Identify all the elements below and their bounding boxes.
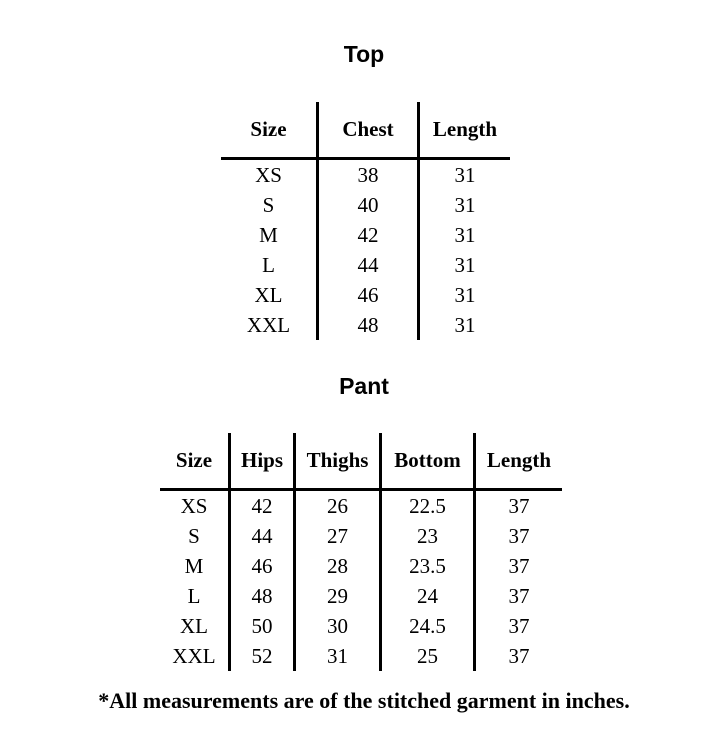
column-header-hips: Hips [230, 433, 295, 490]
cell-size: XXL [172, 644, 216, 668]
column-header-thighs: Thighs [295, 433, 381, 490]
cell-size: XL [180, 614, 208, 638]
table-row [160, 611, 562, 641]
top-size-table [221, 102, 510, 340]
cell-size: S [262, 193, 275, 217]
cell-hips: 44 [230, 521, 295, 551]
cell-size: XL [254, 283, 283, 307]
table-row [160, 551, 562, 581]
table-row [160, 490, 562, 522]
cell-thighs: 28 [295, 551, 381, 581]
cell-bottom: 22.5 [381, 490, 475, 522]
cell-length: 31 [419, 159, 511, 191]
pant-size-table [160, 433, 562, 671]
table-row [221, 190, 510, 220]
column-header-bottom: Bottom [381, 433, 475, 490]
cell-thighs: 29 [295, 581, 381, 611]
table-row [221, 310, 510, 340]
pant-section-title: Pant [339, 373, 389, 399]
cell-thighs: 27 [295, 521, 381, 551]
cell-length: 31 [419, 250, 511, 280]
cell-chest: 40 [318, 190, 419, 220]
cell-length: 37 [475, 490, 563, 522]
column-header-size: Size [221, 102, 318, 159]
cell-thighs: 30 [295, 611, 381, 641]
column-header-chest: Chest [318, 102, 419, 159]
cell-size: M [259, 223, 278, 247]
cell-chest: 42 [318, 220, 419, 250]
measurement-footnote: *All measurements are of the stitched garment in inches. [98, 688, 630, 713]
cell-bottom: 25 [381, 641, 475, 671]
cell-chest: 38 [318, 159, 419, 191]
cell-size: XS [255, 163, 282, 187]
table-row [221, 250, 510, 280]
table-row [160, 581, 562, 611]
table-row [221, 220, 510, 250]
cell-length: 31 [419, 220, 511, 250]
cell-chest: 48 [318, 310, 419, 340]
cell-hips: 46 [230, 551, 295, 581]
table-header-row [221, 102, 510, 159]
column-header-size: Size [160, 433, 230, 490]
cell-hips: 48 [230, 581, 295, 611]
cell-bottom: 23.5 [381, 551, 475, 581]
cell-hips: 42 [230, 490, 295, 522]
cell-size: S [188, 524, 200, 548]
table-header-row [160, 433, 562, 490]
cell-length: 31 [419, 190, 511, 220]
column-header-length: Length [475, 433, 563, 490]
cell-hips: 52 [230, 641, 295, 671]
top-section-title: Top [343, 41, 385, 67]
cell-length: 31 [419, 310, 511, 340]
cell-length: 37 [475, 521, 563, 551]
cell-length: 37 [475, 641, 563, 671]
cell-size: XS [180, 494, 208, 518]
cell-length: 37 [475, 611, 563, 641]
cell-chest: 46 [318, 280, 419, 310]
cell-thighs: 26 [295, 490, 381, 522]
cell-size: L [187, 584, 201, 608]
cell-thighs: 31 [295, 641, 381, 671]
cell-size: XXL [246, 313, 291, 337]
cell-chest: 44 [318, 250, 419, 280]
cell-length: 37 [475, 551, 563, 581]
table-row [221, 280, 510, 310]
cell-length: 37 [475, 581, 563, 611]
cell-bottom: 23 [381, 521, 475, 551]
cell-bottom: 24 [381, 581, 475, 611]
cell-length: 31 [419, 280, 511, 310]
table-row [221, 159, 510, 191]
table-row [160, 641, 562, 671]
cell-size: M [184, 554, 204, 578]
column-header-length: Length [419, 102, 511, 159]
cell-size: L [262, 253, 275, 277]
cell-hips: 50 [230, 611, 295, 641]
cell-bottom: 24.5 [381, 611, 475, 641]
table-row [160, 521, 562, 551]
